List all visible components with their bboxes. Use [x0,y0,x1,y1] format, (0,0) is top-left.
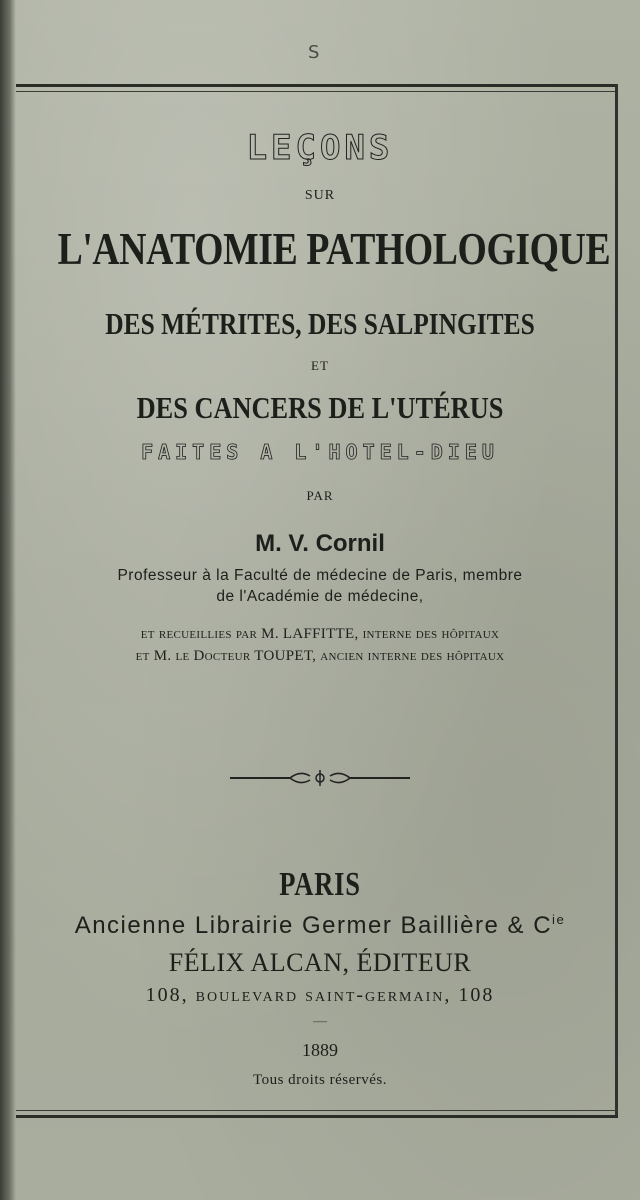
title-lecons: LEÇONS [246,128,394,168]
collected-by-line-1: et recueillies par M. LAFFITTE, interne des hôpitaux [140,626,500,642]
word-sur: SUR [304,188,336,203]
subtitle-cancers: DES CANCERS DE L'UTÉRUS [136,390,504,425]
word-et: ET [311,358,329,373]
publication-year: 1889 [302,1040,338,1060]
publisher-name: Ancienne Librairie Germer Baillière & C [74,912,553,939]
word-par: PAR [306,488,334,503]
publisher-line-1 [0,912,640,940]
author-name: M. V. Cornil [255,530,385,557]
author-role-line-2: de l'Académie de médecine, [216,588,424,605]
ornament-divider [230,768,410,788]
publisher-address: 108, boulevard saint-germain, 108 [145,984,495,1006]
publisher-line-2: FÉLIX ALCAN, ÉDITEUR [168,948,472,977]
handwritten-mark: S [308,42,320,63]
faites-hotel-dieu: FAITES A L'HOTEL-DIEU [141,440,499,464]
collected-by-line-2: et M. le Docteur TOUPET, ancien interne des hôpitaux [135,648,505,664]
top-border-rule [16,84,618,92]
city-paris: PARIS [279,866,361,903]
bottom-border-rule [16,1110,618,1118]
separator-dash: — [313,1014,327,1029]
publisher-superscript: ie [552,912,566,927]
subtitle-metrites: DES MÉTRITES, DES SALPINGITES [105,306,535,341]
title-anatomie: L'ANATOMIE PATHOLOGIQUE [57,223,611,274]
author-role-line-1: Professeur à la Faculté de médecine de Paris, membre [117,567,523,584]
rights-notice: Tous droits réservés. [252,1072,387,1088]
